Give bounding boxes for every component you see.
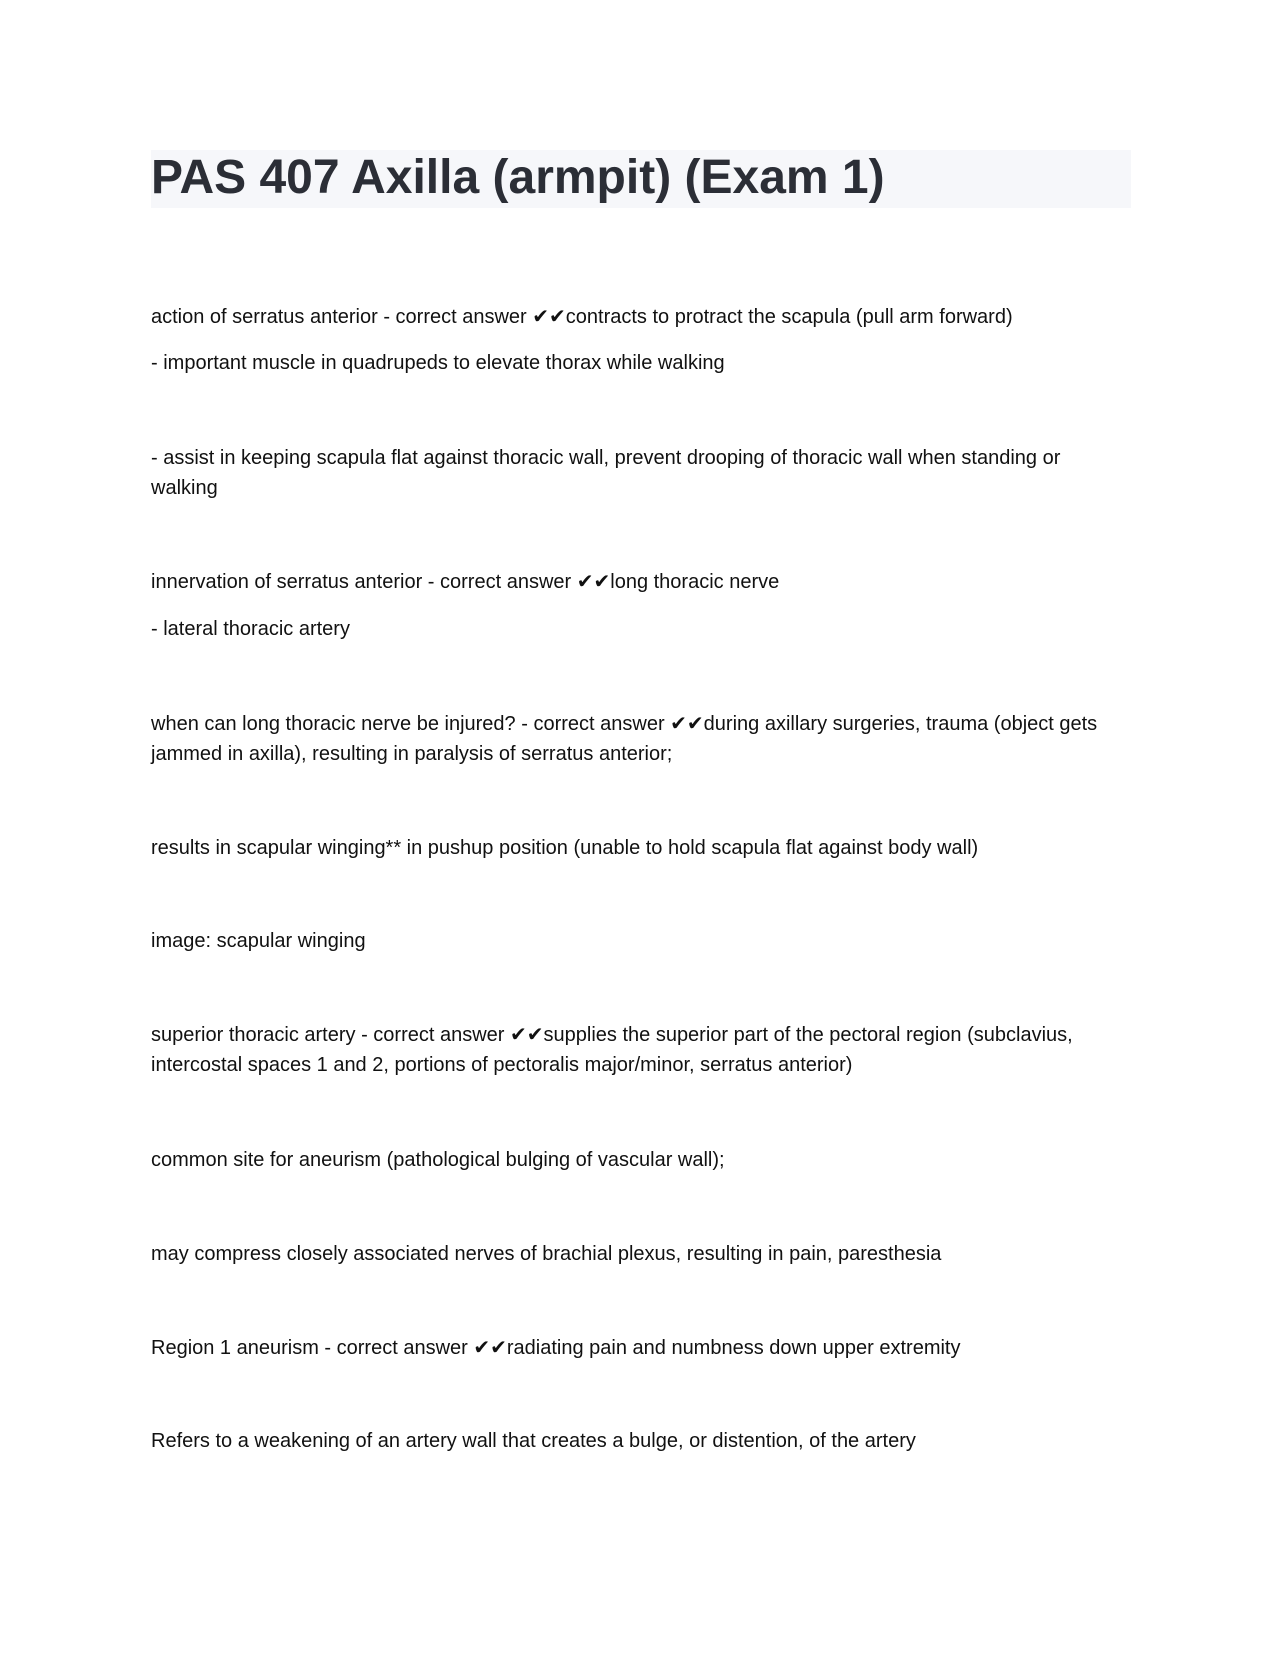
paragraph-region1-aneurism: Region 1 aneurism - correct answer ✔✔radiating pain and numbness down upper extremity	[151, 1337, 961, 1359]
paragraph-quadrupeds: - important muscle in quadrupeds to elevate thorax while walking	[151, 352, 725, 374]
paragraph-brachial-plexus: may compress closely associated nerves of brachial plexus, resulting in pain, paresthesia	[151, 1243, 942, 1265]
paragraph-scapula-flat: - assist in keeping scapula flat against thoracic wall, prevent drooping of thoracic wall when standing or walking	[151, 447, 1061, 499]
paragraph-image-caption: image: scapular winging	[151, 930, 366, 952]
paragraph-serratus-action: action of serratus anterior - correct answer ✔✔contracts to protract the scapula (pull arm forward)	[151, 306, 1013, 328]
paragraph-serratus-innervation: innervation of serratus anterior - correct answer ✔✔long thoracic nerve	[151, 571, 780, 593]
paragraph-artery-weakening: Refers to a weakening of an artery wall that creates a bulge, or distention, of the artery	[151, 1430, 916, 1452]
paragraph-scapular-winging: results in scapular winging** in pushup position (unable to hold scapula flat against body wall)	[151, 837, 979, 859]
document-title: PAS 407 Axilla (armpit) (Exam 1)	[151, 151, 885, 204]
paragraph-superior-thoracic-artery: superior thoracic artery - correct answer ✔✔supplies the superior part of the pectoral region (subclavius, intercostal spaces 1 and 2, portions of pectoralis major/minor, serratus anterior)	[151, 1024, 1073, 1076]
paragraph-aneurism-site: common site for aneurism (pathological bulging of vascular wall);	[151, 1149, 725, 1171]
paragraph-lateral-thoracic-artery: - lateral thoracic artery	[151, 618, 350, 640]
paragraph-long-thoracic-injury: when can long thoracic nerve be injured? - correct answer ✔✔during axillary surgeries, trauma (object gets jammed in axilla), resulting in paralysis of serratus anterior;	[151, 713, 1098, 765]
